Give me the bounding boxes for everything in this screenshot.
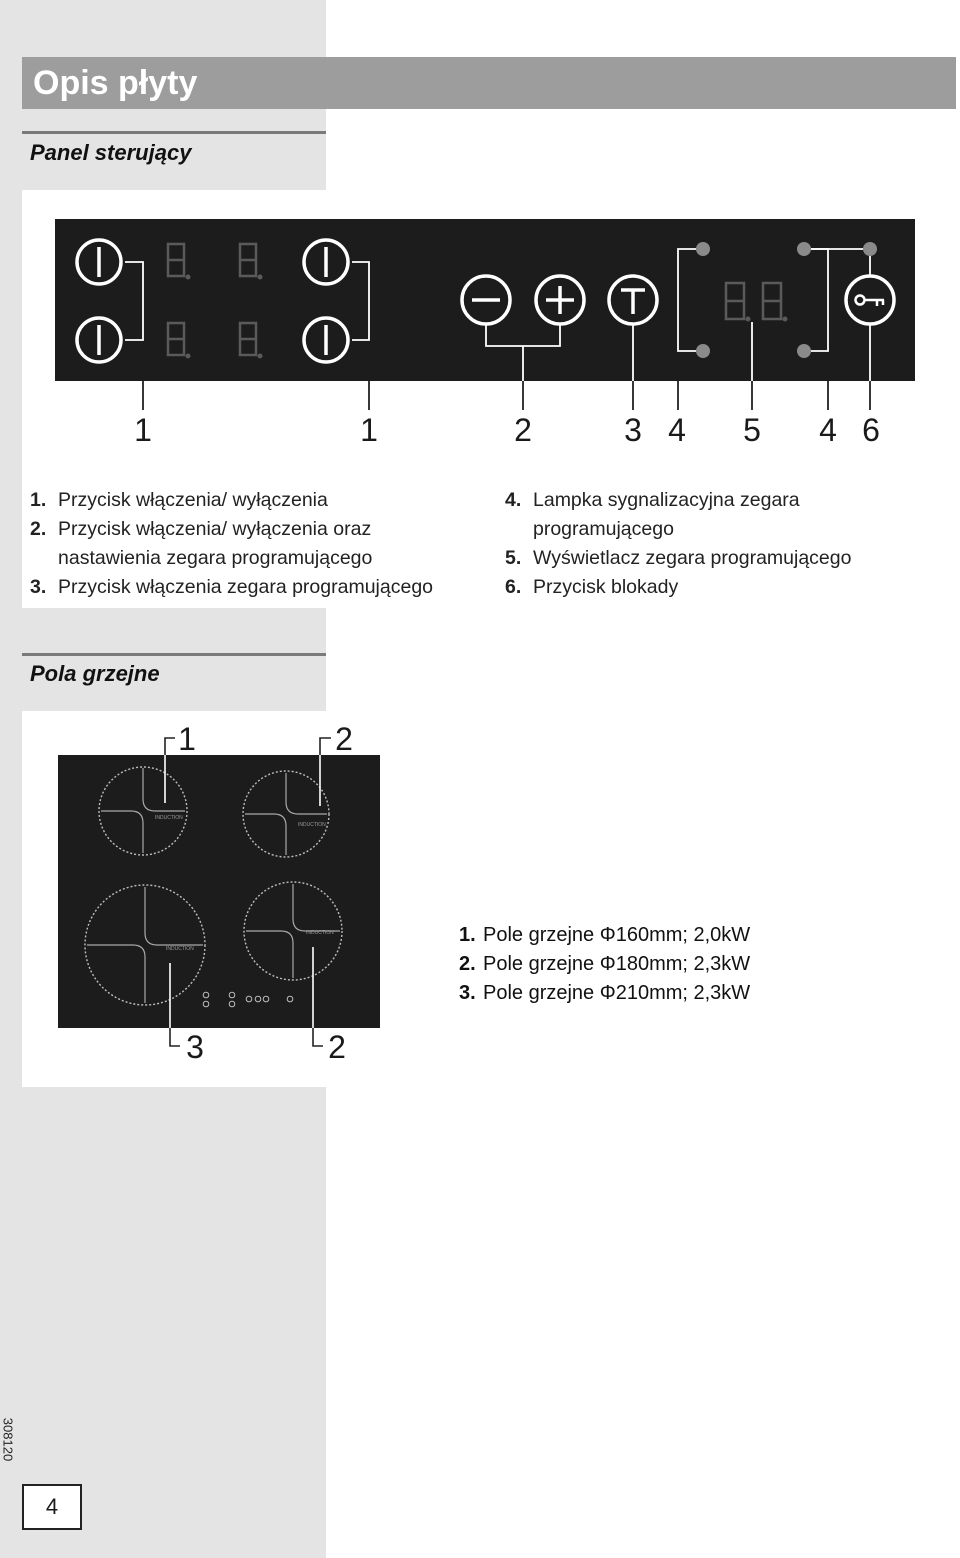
callout-number: 1 bbox=[178, 721, 196, 757]
legend-item-continued: programującego bbox=[533, 518, 674, 540]
legend-item: 1. Pole grzejne Φ160mm; 2,0kW bbox=[459, 924, 751, 946]
legend-item-continued: nastawienia zegara programującego bbox=[58, 547, 373, 569]
legend-item: 2. Przycisk włączenia/ wyłączenia oraz bbox=[30, 518, 372, 540]
callout-number: 3 bbox=[624, 412, 642, 448]
legend-item: 4. Lampka sygnalizacyjna zegara bbox=[505, 489, 800, 511]
callout-number: 1 bbox=[134, 412, 152, 448]
zone-label: INDUCTION bbox=[155, 815, 183, 821]
page-title: Opis płyty bbox=[33, 64, 198, 102]
zone-label: INDUCTION bbox=[298, 822, 326, 828]
section-title-cooking-zones: Pola grzejne bbox=[30, 661, 160, 686]
callout-number: 4 bbox=[819, 412, 837, 448]
zone-label: INDUCTION bbox=[166, 946, 194, 952]
callout-number: 6 bbox=[862, 412, 880, 448]
page-number: 4 bbox=[22, 1484, 82, 1530]
callout-number: 2 bbox=[328, 1029, 346, 1065]
callout-number: 1 bbox=[360, 412, 378, 448]
callout-number: 5 bbox=[743, 412, 761, 448]
legend-item: 3. Przycisk włączenia zegara programującego bbox=[30, 576, 434, 598]
hob-body bbox=[58, 755, 380, 1028]
legend-item: 3. Pole grzejne Φ210mm; 2,3kW bbox=[459, 982, 751, 1004]
legend-item: 5. Wyświetlacz zegara programującego bbox=[505, 547, 852, 569]
callout-number: 3 bbox=[186, 1029, 204, 1065]
callout-number: 2 bbox=[335, 721, 353, 757]
legend-item: 6. Przycisk blokady bbox=[505, 576, 679, 598]
hob-legend bbox=[459, 921, 750, 1008]
zone-label: INDUCTION bbox=[306, 930, 334, 936]
callout-number: 4 bbox=[668, 412, 686, 448]
legend-item: 2. Pole grzejne Φ180mm; 2,3kW bbox=[459, 953, 751, 975]
legend-item: 1. Przycisk włączenia/ wyłączenia bbox=[30, 489, 328, 511]
callout-number: 2 bbox=[514, 412, 532, 448]
document-number: 308120 bbox=[0, 1417, 16, 1462]
section-title-control-panel: Panel sterujący bbox=[30, 140, 192, 165]
